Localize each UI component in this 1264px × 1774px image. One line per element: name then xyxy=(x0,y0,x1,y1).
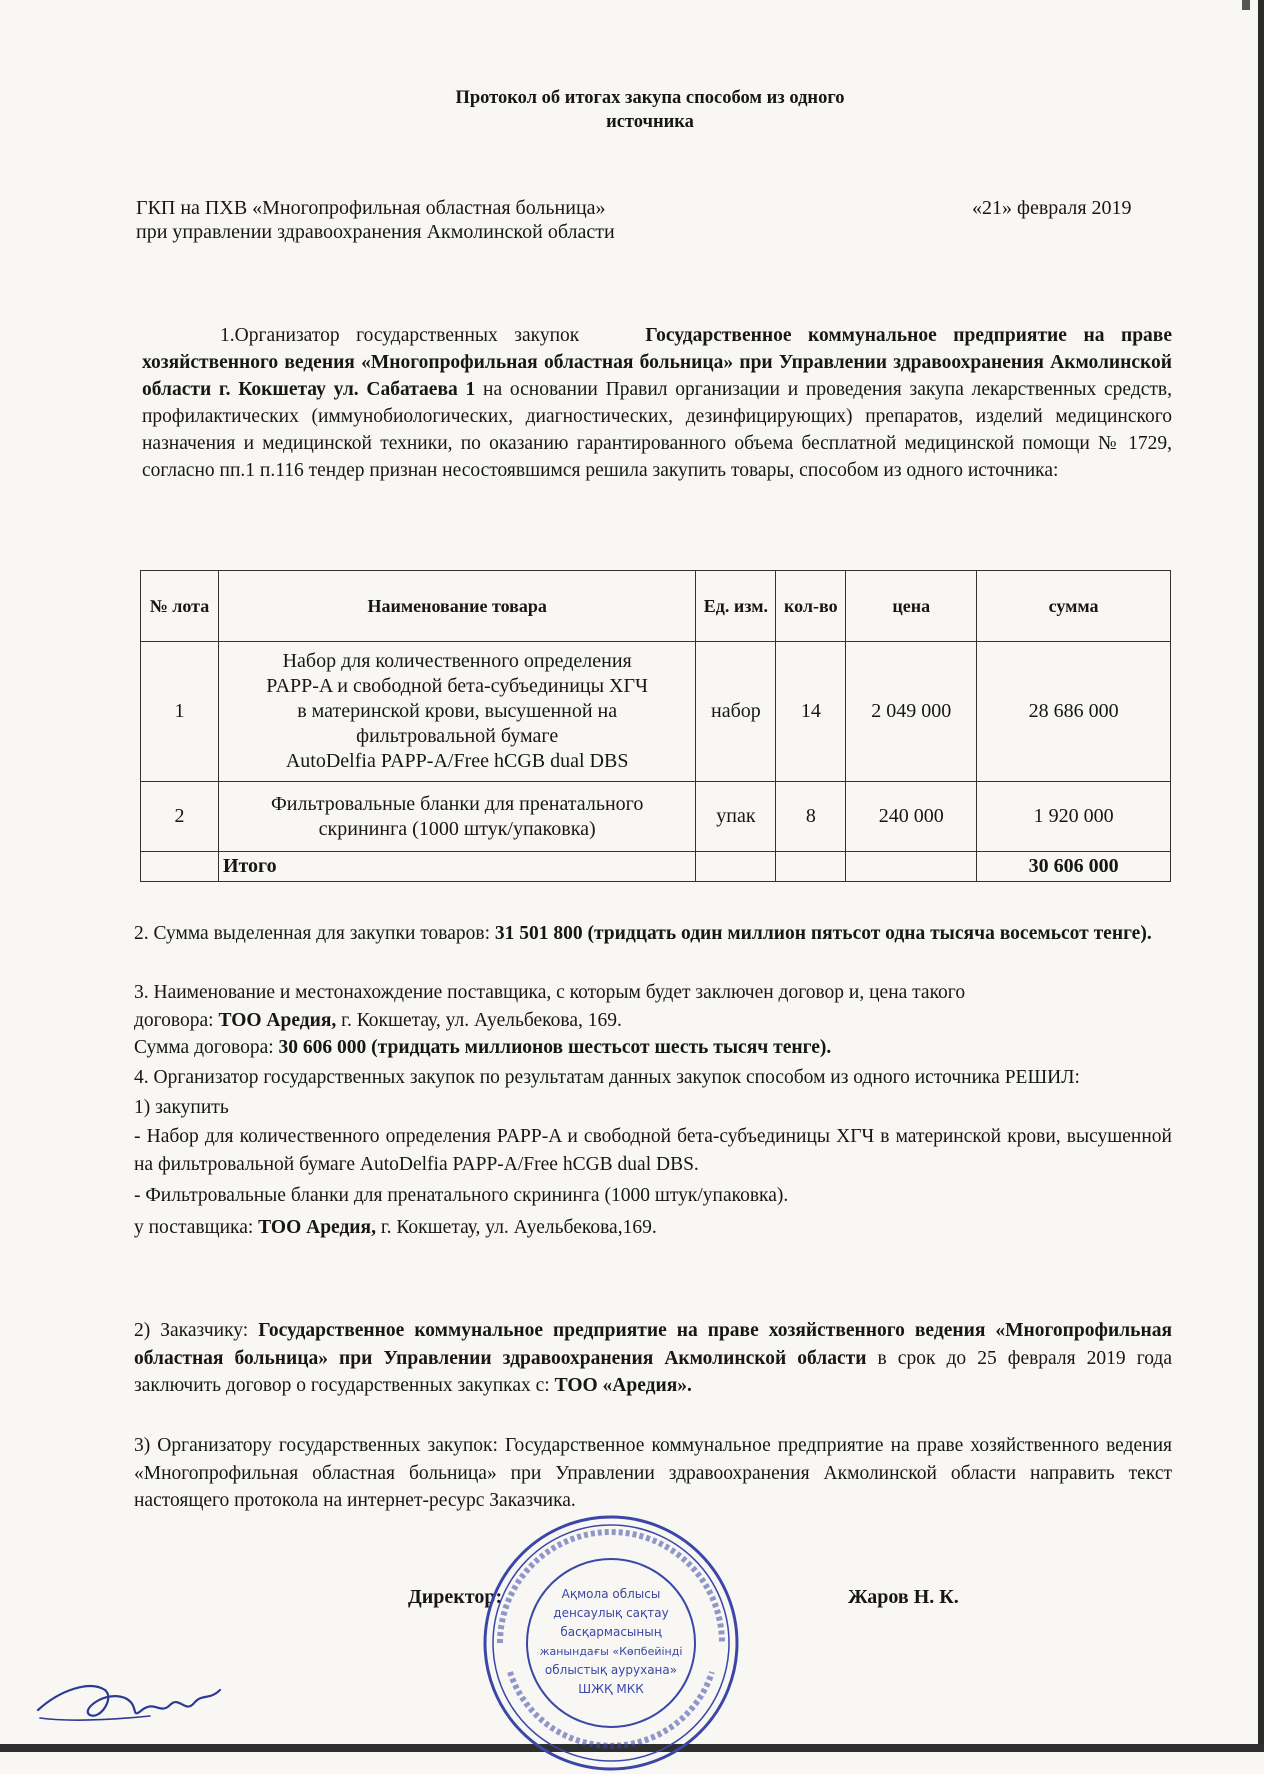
p3-l3-start: Сумма договора: xyxy=(134,1037,279,1058)
table-row xyxy=(141,782,1171,852)
document-title xyxy=(300,86,1000,134)
handwritten-signature xyxy=(30,1660,240,1740)
total-row xyxy=(141,852,1171,882)
paragraph-allocated-sum xyxy=(134,920,1172,948)
stamp-line: басқармасының xyxy=(560,1625,662,1639)
stamp-outer-ring xyxy=(485,1517,737,1769)
cell-price: 240 000 xyxy=(846,782,977,852)
p4-item-2: - Фильтровальные бланки для пренатального скрининга (1000 штук/упаковка). xyxy=(134,1185,789,1206)
p1-organizer-name: Государственное коммунальное предприятие на праве хозяйственного ведения «Многопрофильная областная больница» при Управлении здравоохранения Акмолинской области г. Кокшетау ул. Сабатаева 1 xyxy=(142,325,1172,400)
item-name-line: AutoDelfia PAPP-A/Free hCGB dual DBS xyxy=(285,750,629,772)
item-name-line: PAPP-A и свободной бета-субъединицы ХГЧ xyxy=(266,675,649,697)
stamp-line: жанындағы «Көпбейінді xyxy=(539,1645,683,1658)
p3-line-1: 3. Наименование и местонахождение поставщика, с которым будет заключен договор и, цена такого xyxy=(134,982,966,1003)
p5-mid: в срок до 25 февраля 2019 года заключить договор о государственных закупках с: xyxy=(134,1347,1173,1396)
p3-line-2 xyxy=(134,1007,1172,1035)
paragraph-supplier xyxy=(134,979,1172,1062)
org-line-1: ГКП на ПХВ «Многопрофильная областная больница» xyxy=(136,197,606,219)
director-label: Директор: xyxy=(408,1586,503,1608)
col-header-price: цена xyxy=(846,571,977,642)
table-header-row xyxy=(141,571,1171,642)
org-line-2: при управлении здравоохранения Акмолинской области xyxy=(136,221,615,243)
col-header-qty: кол-во xyxy=(776,571,846,642)
cell-qty: 14 xyxy=(776,642,846,782)
item-name-line: Набор для количественного определения xyxy=(282,650,632,672)
p2-start: 2. Сумма выделенная для закупки товаров: xyxy=(134,923,495,944)
cell-lot: 2 xyxy=(141,782,219,852)
p2-amount: 31 501 800 (тридцать один миллион пятьсот одна тысяча восемьсот тенге). xyxy=(494,923,1152,944)
p4-sup-start: у поставщика: xyxy=(134,1216,259,1238)
p3-l2-start: договора: xyxy=(134,1009,219,1031)
item-name-line: Фильтровальные бланки для пренатального xyxy=(270,792,644,815)
item-name-line: фильтровальной бумаге xyxy=(356,725,559,747)
document-date: «21» февраля 2019 xyxy=(972,197,1132,219)
official-stamp xyxy=(480,1512,742,1774)
cell-qty: 8 xyxy=(776,782,846,852)
organization-header xyxy=(136,196,615,244)
p5-customer-name: Государственное коммунальное предприятие на праве хозяйственного ведения «Многопрофильная областная больница» при Управлении здравоохранения Акмолинской области xyxy=(134,1320,1172,1369)
cell-empty xyxy=(141,852,219,882)
p5-supplier: ТОО «Аредия». xyxy=(554,1375,692,1396)
scan-edge-right xyxy=(1258,0,1264,1752)
cell-unit: набор xyxy=(696,642,776,782)
p4-sub-1: 1) закупить xyxy=(134,1096,229,1118)
stamp-ring xyxy=(493,1525,729,1761)
item-name-line: скрининга (1000 штук/упаковка) xyxy=(318,817,596,840)
cell-sum: 1 920 000 xyxy=(977,782,1171,852)
stamp-line: денсаулық сақтау xyxy=(553,1606,669,1620)
col-header-lot: № лота xyxy=(141,571,219,642)
paragraph-organizer xyxy=(142,322,1172,484)
item-name-line: в материнской крови, высушенной на xyxy=(297,700,618,722)
stamp-line: Ақмола облысы xyxy=(561,1587,661,1601)
p3-supplier-name: ТОО Аредия, xyxy=(218,1009,337,1031)
p1-rest: на основании Правил организации и проведения закупа лекарственных средств, профилактических (иммунобиологических, диагностических, дезинфицирующих) препаратов, изделий медицинского назначения и медицинской техники, по оказанию гарантированного объема бесплатной медицинской помощи № 1729, согласно пп.1 п.116 тендер признан несостоявшимся решила закупить товары, способом из одного источника: xyxy=(142,379,1173,481)
stamp-line: ШЖҚ МКК xyxy=(578,1682,644,1696)
stamp-inner-ring xyxy=(527,1559,695,1727)
p1-start: 1.Организатор государственных закупок xyxy=(220,325,580,346)
p5-start: 2) Заказчику: xyxy=(134,1320,259,1341)
title-line-2: источника xyxy=(606,112,694,132)
p4-item-1: - Набор для количественного определения PAPP-A и свободной бета-субъединицы ХГЧ в материнской крови, высушенной на фильтровальной бумаге AutoDelfia PAPP-A/Free hCGB dual DBS. xyxy=(134,1126,1172,1175)
paragraph-publish: 3) Организатору государственных закупок: Государственное коммунальное предприятие на праве хозяйственного ведения «Многопрофильная областная больница» при Управлении здравоохранения Акмолинской области направить текст настоящего протокола на интернет-ресурс Заказчика. xyxy=(134,1435,1172,1511)
cell-item-name xyxy=(218,642,695,782)
total-sum: 30 606 000 xyxy=(977,852,1171,882)
table-row xyxy=(141,642,1171,782)
p3-line-3 xyxy=(134,1034,1172,1062)
cell-lot: 1 xyxy=(141,642,219,782)
cell-empty xyxy=(776,852,846,882)
scan-mark xyxy=(1242,0,1250,10)
paragraph-customer xyxy=(134,1317,1172,1400)
p3-l2-rest: г. Кокшетау, ул. Ауельбекова, 169. xyxy=(336,1009,622,1031)
paragraph-decision xyxy=(134,1064,1172,1241)
col-header-sum: сумма xyxy=(977,571,1171,642)
p3-contract-sum: 30 606 000 (тридцать миллионов шестьсот шесть тысяч тенге). xyxy=(278,1037,832,1058)
cell-sum: 28 686 000 xyxy=(977,642,1171,782)
cell-empty xyxy=(696,852,776,882)
p4-sup-name: ТОО Аредия, xyxy=(258,1216,376,1238)
col-header-name: Наименование товара xyxy=(218,571,695,642)
cell-empty xyxy=(846,852,977,882)
lots-table xyxy=(140,570,1171,882)
p4-sup-rest: г. Кокшетау, ул. Ауельбекова,169. xyxy=(375,1216,657,1238)
cell-item-name xyxy=(218,782,695,852)
p4-text: 4. Организатор государственных закупок по результатам данных закупок способом из одного источника РЕШИЛ: xyxy=(134,1067,1080,1088)
col-header-unit: Ед. изм. xyxy=(696,571,776,642)
cell-price: 2 049 000 xyxy=(846,642,977,782)
title-line-1: Протокол об итогах закупа способом из одного xyxy=(455,88,845,108)
director-name: Жаров Н. К. xyxy=(848,1586,959,1608)
cell-unit: упак xyxy=(696,782,776,852)
total-label: Итого xyxy=(218,852,695,882)
stamp-line: облыстық аурухана» xyxy=(544,1663,678,1677)
p4-supplier xyxy=(134,1214,1172,1242)
